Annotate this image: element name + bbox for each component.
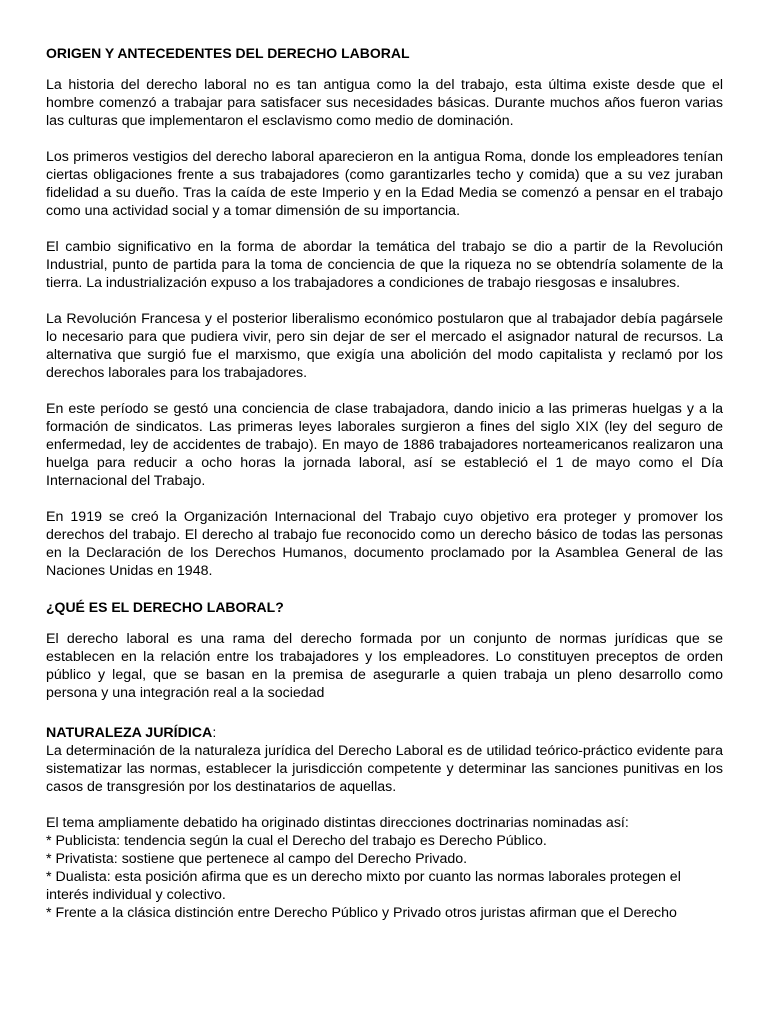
heading-origin: ORIGEN Y ANTECEDENTES DEL DERECHO LABORAL xyxy=(46,45,410,61)
heading-nature xyxy=(46,724,723,742)
paragraph-rome: Los primeros vestigios del derecho laboral aparecieron en la antigua Roma, donde los empleadores tenían ciertas obligaciones frente a sus trabajadores (como garantizarles techo y comida) que a su vez juraban fidelidad a su dueño. Tras la caída de este Imperio y en la Edad Media se comenzó a pensar en el trabajo como una actividad social y a tomar dimensión de su importancia. xyxy=(46,149,723,219)
heading-nature-text: NATURALEZA JURÍDICA xyxy=(46,725,213,741)
heading-nature-colon: : xyxy=(212,725,217,741)
paragraph-class-conscience: En este período se gestó una conciencia de clase trabajadora, dando inicio a las primeras huelgas y a la formación de sindicatos. Las primeras leyes laborales surgieron a fines del siglo XIX (ley del seguro de enfermedad, ley de accidentes de trabajo). En mayo de 1886 trabajadores norteamericanos realizaron una huelga para reducir a ocho horas la jornada laboral, así se estableció el 1 de mayo como el Día Internacional del Trabajo. xyxy=(46,401,723,489)
doctrine-list xyxy=(46,832,723,922)
paragraph-nature: La determinación de la naturaleza jurídica del Derecho Laboral es de utilidad teórico-práctico evidente para sistematizar las normas, establecer la jurisdicción competente y determinar las sanciones punitivas en los casos de transgresión por los destinatarios de aquellas. xyxy=(46,743,723,795)
document-page xyxy=(46,44,723,922)
heading-what-is: ¿QUÉ ES EL DERECHO LABORAL? xyxy=(46,599,284,615)
paragraph-french-revolution: La Revolución Francesa y el posterior liberalismo económico postularon que al trabajador debía pagársele lo necesario para que pudiera vivir, pero sin dejar de ser el mercado el asignador natural de recursos. La alternativa que surgió fue el marxismo, que exigía una abolición del modo capitalista y reclamó por los derechos laborales para los trabajadores. xyxy=(46,311,723,381)
paragraph-industrial-revolution: El cambio significativo en la forma de abordar la temática del trabajo se dio a partir de la Revolución Industrial, punto de partida para la toma de conciencia de que la riqueza no se obtendría solamente de la tierra. La industrialización expuso a los trabajadores a condiciones de trabajo riesgosas e insalubres. xyxy=(46,239,723,291)
paragraph-definition: El derecho laboral es una rama del derecho formada por un conjunto de normas jurídicas que se establecen en la relación entre los trabajadores y los empleadores. Lo constituyen preceptos de orden público y legal, que se basan en la premisa de asegurarle a quien trabaja un pleno desarrollo como persona y una integración real a la sociedad xyxy=(46,631,723,701)
list-item: * Frente a la clásica distinción entre Derecho Público y Privado otros juristas afirman que el Derecho xyxy=(46,905,677,921)
paragraph-history: La historia del derecho laboral no es tan antigua como la del trabajo, esta última existe desde que el hombre comenzó a trabajar para satisfacer sus necesidades básicas. Durante muchos años fueron varias las culturas que implementaron el esclavismo como medio de dominación. xyxy=(46,77,723,129)
list-item: * Privatista: sostiene que pertenece al campo del Derecho Privado. xyxy=(46,851,468,867)
paragraph-doctrines: El tema ampliamente debatido ha originado distintas direcciones doctrinarias nominadas así: xyxy=(46,815,629,831)
list-item: * Dualista: esta posición afirma que es un derecho mixto por cuanto las normas laborales protegen el interés individual y colectivo. xyxy=(46,869,681,903)
paragraph-oit: En 1919 se creó la Organización Internacional del Trabajo cuyo objetivo era proteger y promover los derechos del trabajo. El derecho al trabajo fue reconocido como un derecho básico de todas las personas en la Declaración de los Derechos Humanos, documento proclamado por la Asamblea General de las Naciones Unidas en 1948. xyxy=(46,509,723,579)
list-item: * Publicista: tendencia según la cual el Derecho del trabajo es Derecho Público. xyxy=(46,833,547,849)
